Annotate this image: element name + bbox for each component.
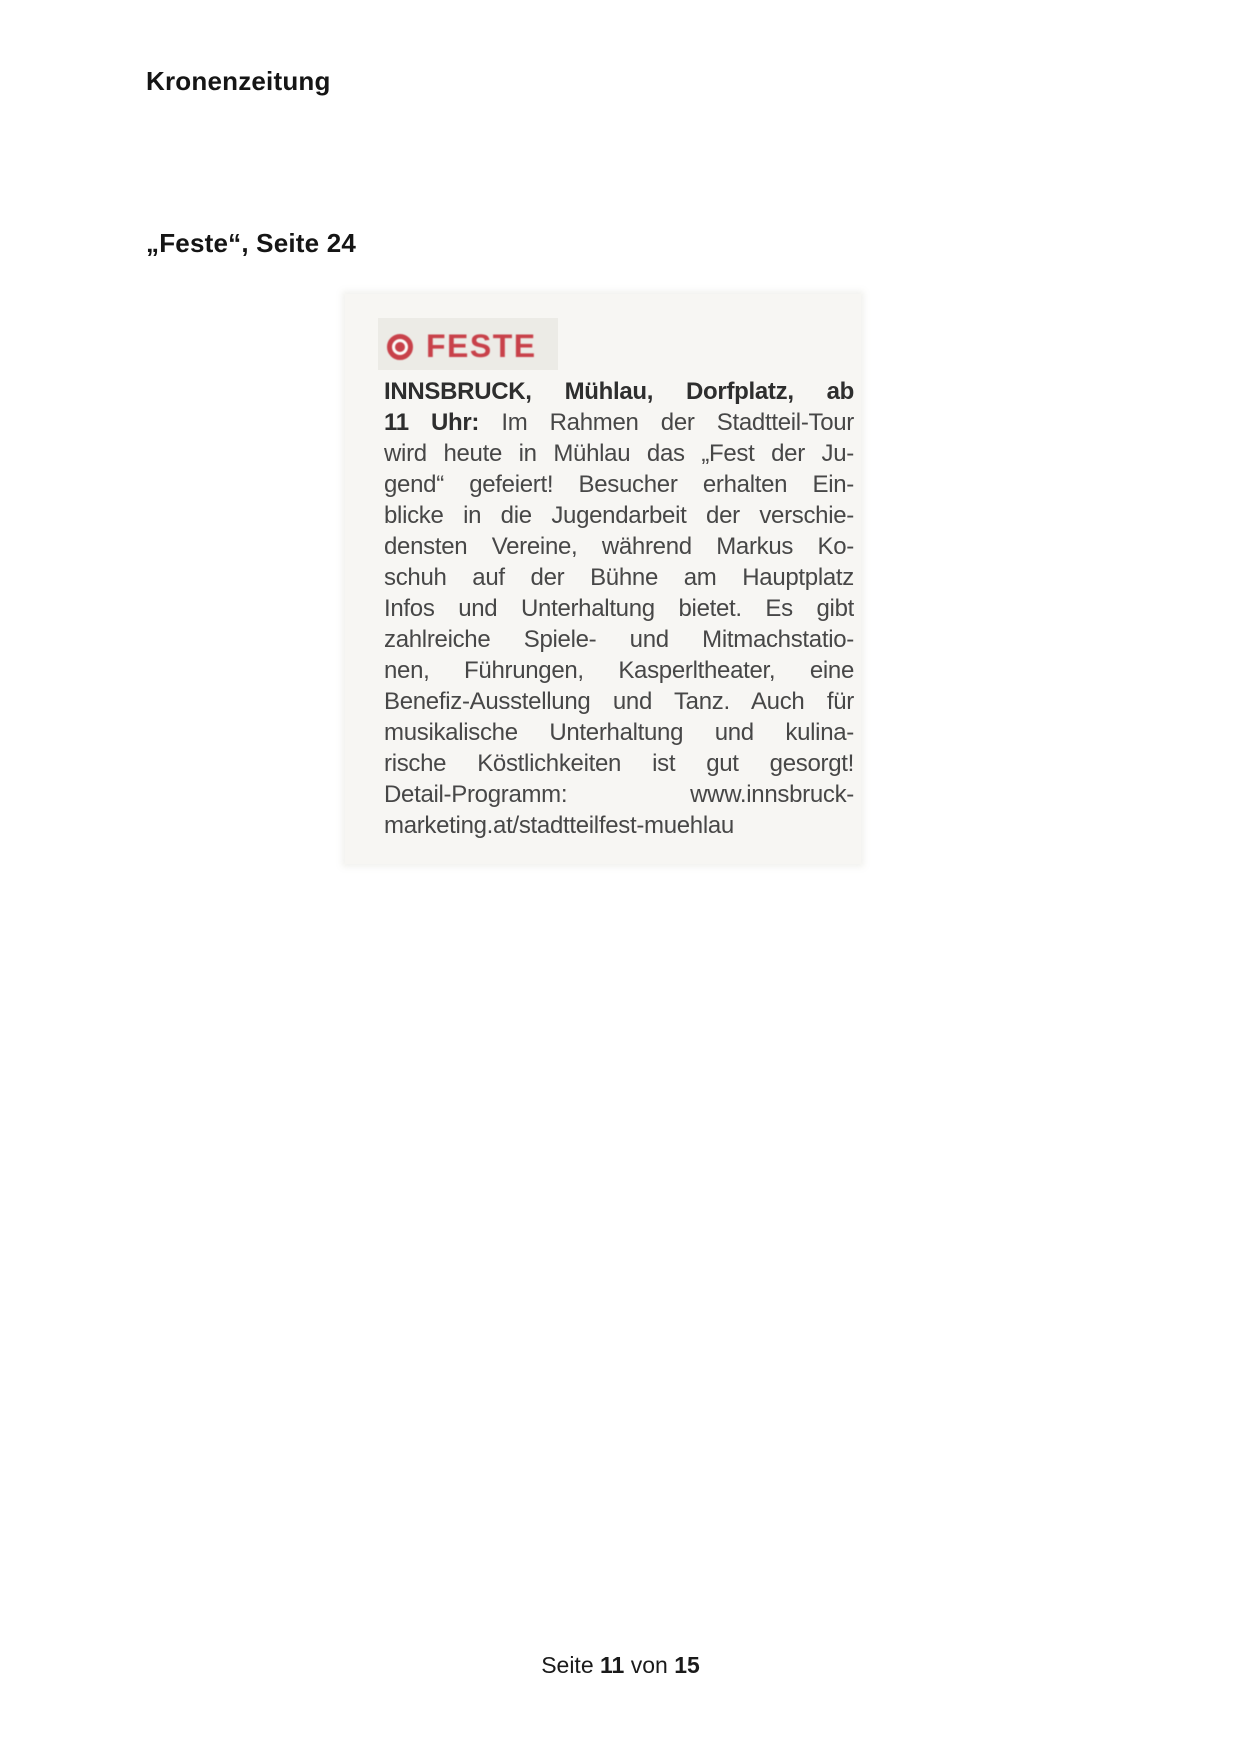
- newspaper-clipping-scan: [345, 294, 861, 864]
- clipping-text-line: schuh auf der Bühne am Hauptplatz: [384, 564, 854, 591]
- clipping-text-line: Detail-Programm: www.innsbruck-: [384, 781, 854, 808]
- clipping-body-text: [384, 376, 854, 841]
- clipping-text-line: wird heute in Mühlau das „Fest der Ju-: [384, 440, 854, 467]
- clipping-kicker: [387, 328, 537, 365]
- clipping-text-line: nen, Führungen, Kasperltheater, eine: [384, 657, 854, 684]
- page-footer: [0, 1652, 1241, 1679]
- source-publication-label: Kronenzeitung: [146, 66, 331, 96]
- clipping-text-line: marketing.at/stadtteilfest-muehlau: [384, 812, 734, 839]
- footer-seite-label: Seite: [541, 1652, 594, 1678]
- clipping-lead-bold: 11 Uhr:: [384, 409, 480, 436]
- target-bullseye-icon: [387, 334, 413, 360]
- clipping-text-line: rische Köstlichkeiten ist gut gesorgt!: [384, 750, 854, 777]
- footer-von-label: von: [630, 1652, 668, 1678]
- clipping-text-line: gend“ gefeiert! Besucher erhalten Ein-: [384, 471, 854, 498]
- clipping-text-line: musikalische Unterhaltung und kulina-: [384, 719, 854, 746]
- kicker-label: FESTE: [426, 328, 537, 364]
- clipping-text-line: zahlreiche Spiele- und Mitmachstatio-: [384, 626, 854, 653]
- footer-current-page: 11: [600, 1652, 625, 1678]
- clipping-text-line: Benefiz-Ausstellung und Tanz. Auch für: [384, 688, 854, 715]
- article-reference: „Feste“, Seite 24: [146, 228, 357, 258]
- clipping-text-line: 11 Uhr: Im Rahmen der Stadtteil-Tour: [384, 409, 854, 436]
- clipping-text-line: blicke in die Jugendarbeit der verschie-: [384, 502, 854, 529]
- clipping-lead-bold: INNSBRUCK, Mühlau, Dorfplatz, ab: [384, 378, 854, 405]
- clipping-text-line: [384, 376, 854, 407]
- clipping-text-line: densten Vereine, während Markus Ko-: [384, 533, 854, 560]
- clipping-text-line: Infos und Unterhaltung bietet. Es gibt: [384, 595, 854, 622]
- footer-total-pages: 15: [674, 1652, 700, 1678]
